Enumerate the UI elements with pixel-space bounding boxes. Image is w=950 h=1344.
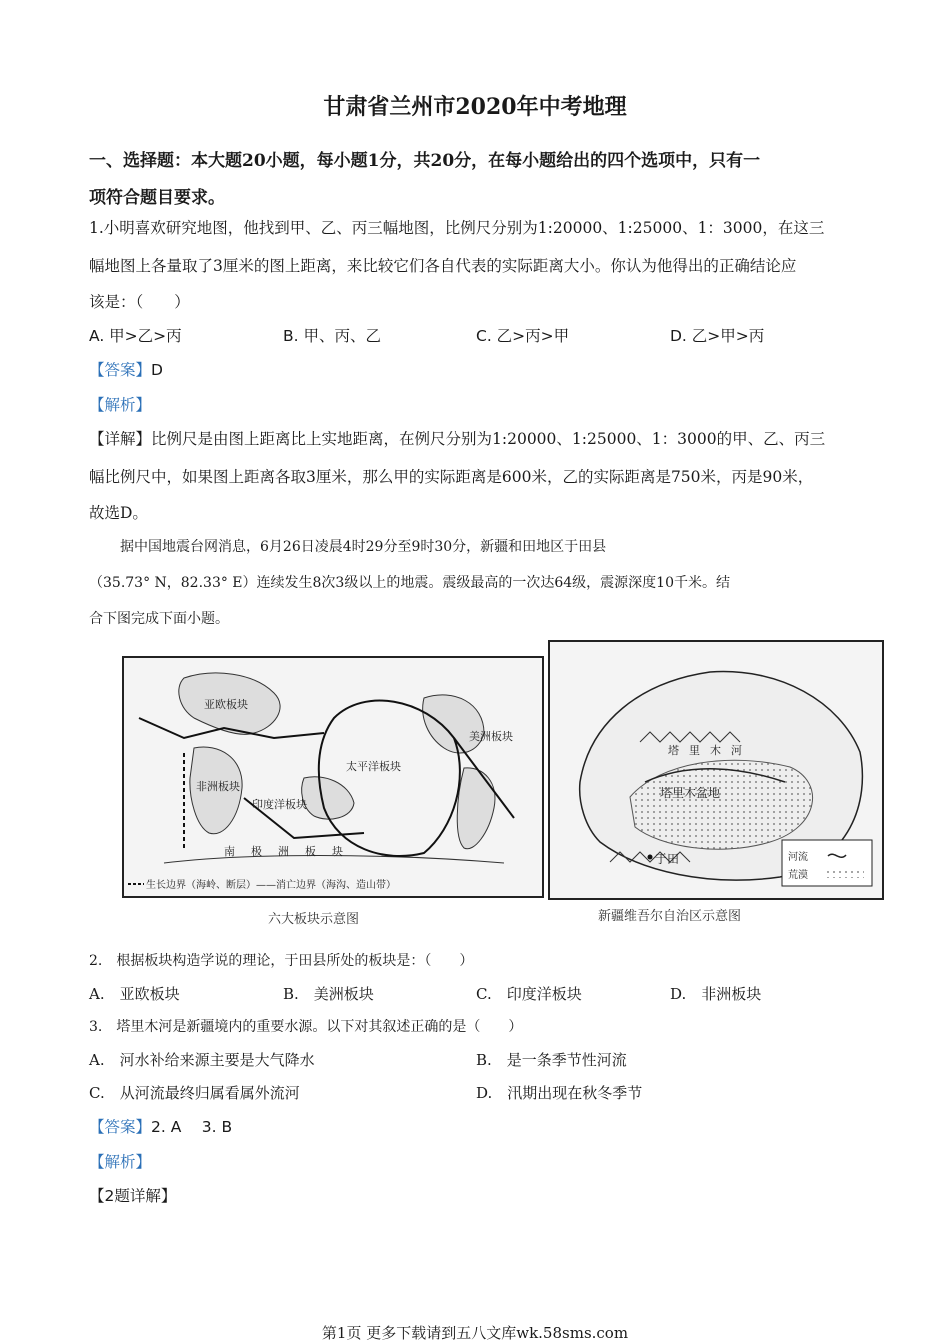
q3-option-a: A. 河水补给来源主要是大气降水 [89, 1051, 315, 1069]
page-footer: 第1页 更多下载请到五八文库wk.58sms.com [321, 1324, 629, 1342]
label-yutian: 于田 [655, 852, 680, 866]
label-tarim-basin: 塔里木盆地 [660, 786, 721, 800]
q23-answer [89, 1115, 232, 1137]
q2-stem: 2. 根据板块构造学说的理论，于田县所处的板块是：（ ） [89, 953, 474, 969]
section-heading-line1: 一、选择题：本大题20小题，每小题1分，共20分，在每小题给出的四个选项中，只有一 [89, 151, 761, 171]
answer-tag: 【答案】 [89, 361, 152, 379]
xinjiang-map [548, 640, 884, 900]
page-title: 甘肃省兰州市2020年中考地理 [323, 94, 627, 120]
label-eurasia-plate: 亚欧板块 [204, 698, 248, 711]
plates-map-caption: 六大板块示意图 [268, 912, 360, 927]
section-heading-line2: 项符合题目要求。 [89, 188, 225, 208]
q1-stem-line1: 1.小明喜欢研究地图，他找到甲、乙、丙三幅地图，比例尺分别为1:20000、1:25000、1：3000，在这三 [89, 219, 825, 237]
plates-map [122, 656, 544, 898]
detail-tag: 【详解】 [89, 430, 152, 448]
legend-river-label: 河流 [788, 852, 808, 863]
answer-tag: 【答案】 [89, 1118, 152, 1136]
answer-value: D [151, 361, 163, 379]
q1-option-d: D. 乙>甲>丙 [670, 327, 765, 345]
q1-option-c: C. 乙>丙>甲 [476, 327, 570, 345]
q3-option-c: C. 从河流最终归属看属外流河 [89, 1084, 300, 1102]
q1-answer [89, 358, 163, 380]
q2-option-d: D. 非洲板块 [670, 985, 762, 1003]
label-antarctic-plate: 南极洲板块 [224, 845, 359, 858]
q1-analysis-tag: 【解析】 [89, 396, 152, 414]
plates-map-drawing [124, 658, 542, 896]
q1-stem-line3: 该是：（ ） [89, 293, 190, 311]
q2-option-b: B. 美洲板块 [283, 985, 374, 1003]
q3-option-b: B. 是一条季节性河流 [476, 1051, 627, 1069]
q1-option-b: B. 甲、丙、乙 [283, 327, 381, 345]
plates-map-legend: 生长边界（海岭、断层）——消亡边界（海沟、造山带） [146, 880, 396, 891]
passage-line1: 据中国地震台网消息，6月26日凌晨4时29分至9时30分，新疆和田地区于田县 [120, 539, 607, 555]
label-pacific-plate: 太平洋板块 [346, 760, 401, 773]
xinjiang-map-caption: 新疆维吾尔自治区示意图 [598, 909, 742, 924]
q1-detail-line1 [89, 427, 825, 449]
q23-analysis-tag: 【解析】 [89, 1153, 152, 1171]
label-america-plate: 美洲板块 [469, 730, 513, 743]
q1-option-a: A. 甲>乙>丙 [89, 327, 182, 345]
q2-option-c: C. 印度洋板块 [476, 985, 582, 1003]
q2-option-a: A. 亚欧板块 [89, 985, 180, 1003]
xinjiang-map-drawing [550, 642, 882, 898]
label-africa-plate: 非洲板块 [196, 780, 240, 793]
q1-stem-line2: 幅地图上各量取了3厘米的图上距离，来比较它们各自代表的实际距离大小。你认为他得出的正确结论应 [89, 257, 797, 275]
q1-detail-line3: 故选D。 [89, 504, 148, 522]
passage-line3: 合下图完成下面小题。 [89, 611, 229, 627]
q1-detail-line2: 幅比例尺中，如果图上距离各取3厘米，那么甲的实际距离是600米，乙的实际距离是750米，丙是90米， [89, 468, 814, 486]
answer-value: 2. A 3. B [151, 1118, 233, 1136]
detail-text: 比例尺是由图上距离比上实地距离，在例尺分别为1:20000、1:25000、1：3000的甲、乙、丙三 [151, 430, 826, 448]
passage-line2: （35.73° N，82.33° E）连续发生8次3级以上的地震。震级最高的一次达64级，震源深度10千米。结 [89, 575, 730, 591]
label-tarim-river: 塔里木河 [668, 744, 752, 757]
label-indian-plate: 印度洋板块 [252, 798, 307, 811]
q3-option-d: D. 汛期出现在秋冬季节 [476, 1084, 643, 1102]
q3-stem: 3. 塔里木河是新疆境内的重要水源。以下对其叙述正确的是（ ） [89, 1019, 523, 1035]
legend-desert-label: 荒漠 [788, 870, 808, 881]
q2-detail-tag: 【2题详解】 [89, 1187, 177, 1205]
